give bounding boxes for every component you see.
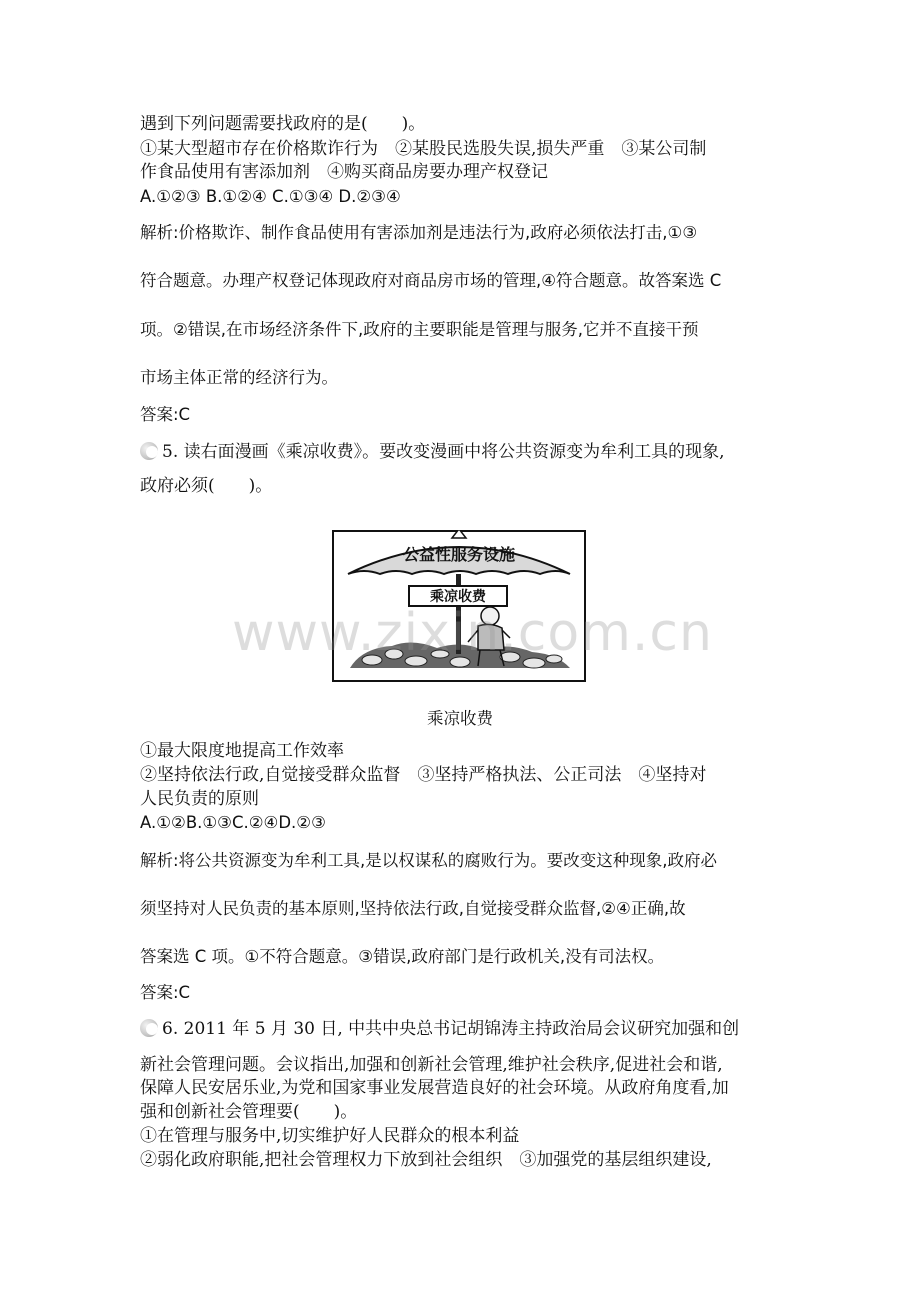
- q6-option-2: ②弱化政府职能,把社会管理权力下放到社会组织 ③加强党的基层组织建设,: [140, 1150, 712, 1170]
- cartoon-caption: 乘凉收费: [427, 709, 493, 728]
- question-bullet-icon: [140, 442, 158, 460]
- q4-choices: A.①②③ B.①②④ C.①③④ D.②③④: [140, 187, 401, 206]
- fee-sign-label: 乘凉收费: [430, 589, 486, 605]
- q5-option-2: ②坚持依法行政,自觉接受群众监督 ③坚持严格执法、公正司法 ④坚持对: [140, 765, 707, 785]
- q4-analysis-line-4: 市场主体正常的经济行为。: [140, 368, 338, 387]
- q4-analysis-line-2: 符合题意。办理产权登记体现政府对商品房市场的管理,④符合题意。故答案选 C: [140, 271, 722, 290]
- q5-option-3: 人民负责的原则: [140, 789, 259, 809]
- q5-choices: A.①②B.①③C.②④D.②③: [140, 813, 326, 832]
- q4-options-line-1: ①某大型超市存在价格欺诈行为 ②某股民选股失误,损失严重 ③某公司制: [140, 139, 707, 159]
- q5-analysis-line-3: 答案选 C 项。①不符合题意。③错误,政府部门是行政机关,没有司法权。: [140, 947, 665, 966]
- q4-analysis-line-3: 项。②错误,在市场经济条件下,政府的主要职能是管理与服务,它并不直接干预: [140, 320, 699, 339]
- q5-answer: 答案:C: [140, 983, 191, 1002]
- q5-analysis-line-1: 解析:将公共资源变为牟利工具,是以权谋私的腐败行为。要改变这种现象,政府必: [140, 851, 718, 870]
- question-bullet-icon: [140, 1019, 158, 1037]
- watermark: www.zixin.com.cn: [232, 603, 713, 663]
- q4-options-line-2: 作食品使用有害添加剂 ④购买商品房要办理产权登记: [140, 162, 548, 182]
- q5-analysis-line-2: 须坚持对人民负责的基本原则,坚持依法行政,自觉接受群众监督,②④正确,故: [140, 899, 686, 918]
- umbrella-label: 公益性服务设施: [402, 545, 516, 564]
- q5-option-1: ①最大限度地提高工作效率: [140, 741, 344, 761]
- q6-stem-line-2: 新社会管理问题。会议指出,加强和创新社会管理,维护社会秩序,促进社会和谐,: [140, 1055, 723, 1075]
- q4-answer: 答案:C: [140, 405, 191, 424]
- q6-stem-line-3: 保障人民安居乐业,为党和国家事业发展营造良好的社会环境。从政府角度看,加: [140, 1078, 729, 1098]
- q5-stem-line-2: 政府必须( )。: [140, 476, 273, 496]
- q6-option-1: ①在管理与服务中,切实维护好人民群众的根本利益: [140, 1126, 520, 1146]
- q5-stem-line-1: 5. 读右面漫画《乘凉收费》。要改变漫画中将公共资源变为牟利工具的现象,: [162, 442, 725, 462]
- q4-analysis-line-1: 解析:价格欺诈、制作食品使用有害添加剂是违法行为,政府必须依法打击,①③: [140, 223, 698, 242]
- q6-stem-line-1: 6. 2011 年 5 月 30 日, 中共中央总书记胡锦涛主持政治局会议研究加强和创: [162, 1019, 740, 1039]
- q6-stem-line-4: 强和创新社会管理要( )。: [140, 1102, 358, 1122]
- q4-stem: 遇到下列问题需要找政府的是( )。: [140, 114, 426, 134]
